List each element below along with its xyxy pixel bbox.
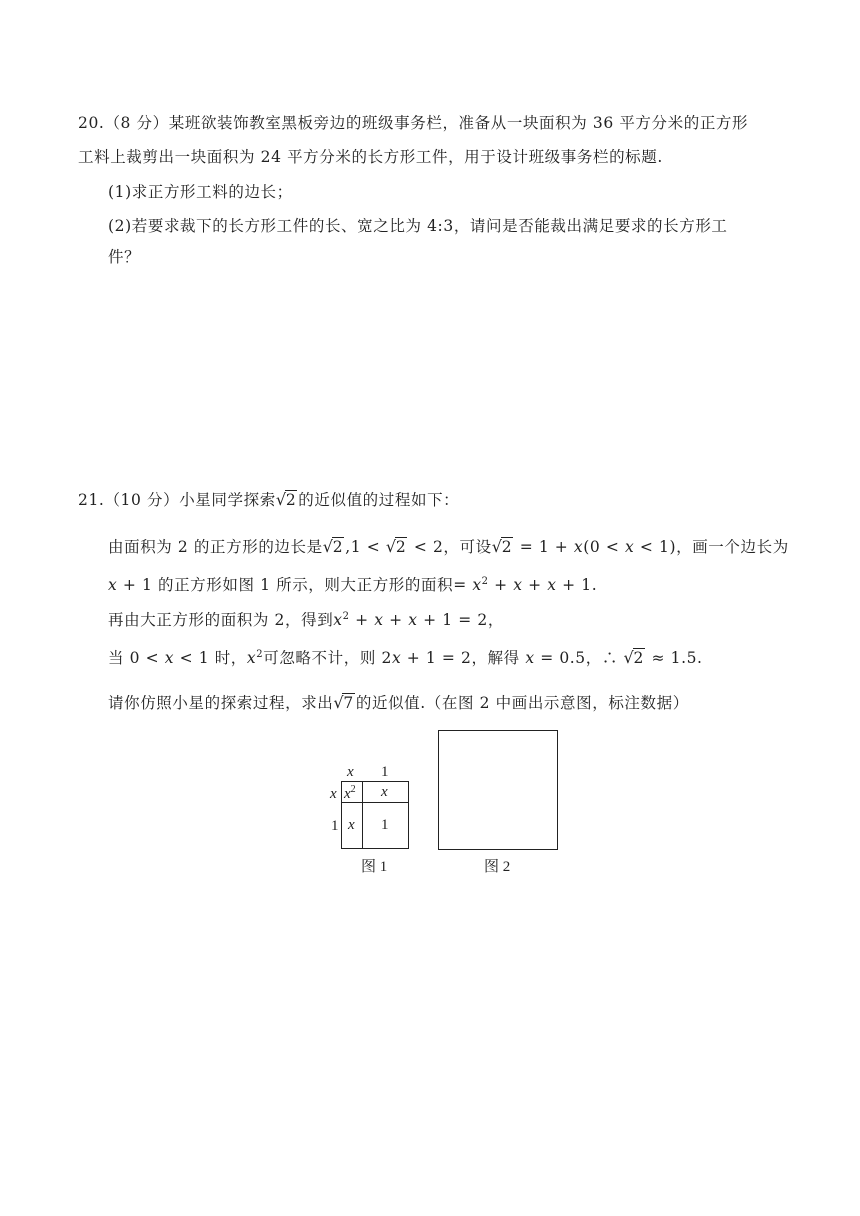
figure-2 xyxy=(436,728,562,880)
fig1-cell-x2: $x^2$ xyxy=(344,784,356,802)
sqrt-2: √ 2 xyxy=(276,491,297,509)
fig2-caption: 图 2 xyxy=(484,859,511,875)
q20-line1: 20.（8 分）某班欲装饰教室黑板旁边的班级事务栏，准备从一块面积为 36 平方分米的正方形 xyxy=(78,114,749,132)
q21-line4: 当 0 < x < 1 时，$x^2$可忽略不计，则 2x + 1 = 2，解得 x = 0.5，∴ √ 2 ≈ 1.5. xyxy=(108,646,703,668)
figure-1 xyxy=(320,760,430,880)
q20-part2-line2: 件？ xyxy=(108,248,141,266)
fig1-cell-1: 1 xyxy=(381,817,389,833)
fig1-cell-x-top: x xyxy=(381,784,388,800)
q20-part1: (1)求正方形工料的边长； xyxy=(108,183,293,201)
fig1-left-x: x xyxy=(330,786,337,802)
fig1-top-x: x xyxy=(347,764,354,780)
fig1-top-1: 1 xyxy=(381,764,389,780)
q20-part2-line1: (2)若要求裁下的长方形工件的长、宽之比为 4:3，请问是否能裁出满足要求的长方形工 xyxy=(108,217,728,235)
fig1-caption: 图 1 xyxy=(361,859,388,875)
fig1-left-1: 1 xyxy=(331,818,339,834)
q21-line3: 再由大正方形的面积为 2，得到$x^2 + x + x + 1 = 2$， xyxy=(108,610,504,629)
q21-line5: 请你仿照小星的探索过程，求出√ 7 的近似值.（在图 2 中画出示意图，标注数据） xyxy=(108,691,689,713)
q21-line1: 由面积为 2 的正方形的边长是√ 2 ,1 < √ 2 < 2，可设√ 2 = 1 + x(0 < x < 1)，画一个边长为 xyxy=(108,535,789,557)
fig1-cell-x-left: x xyxy=(348,817,355,833)
sqrt-7: √ 7 xyxy=(333,694,354,712)
q21-heading: 21.（10 分）小星同学探索√ 2 的近似值的过程如下： xyxy=(78,488,459,510)
fig1-divider-v xyxy=(362,781,363,849)
q21-line2: x + 1 的正方形如图 1 所示，则大正方形的面积= $x^2 + x + x + 1$. xyxy=(108,575,598,594)
q20-line2: 工料上裁剪出一块面积为 24 平方分米的长方形工件，用于设计班级事务栏的标题. xyxy=(78,148,663,166)
fig2-square xyxy=(438,730,558,850)
